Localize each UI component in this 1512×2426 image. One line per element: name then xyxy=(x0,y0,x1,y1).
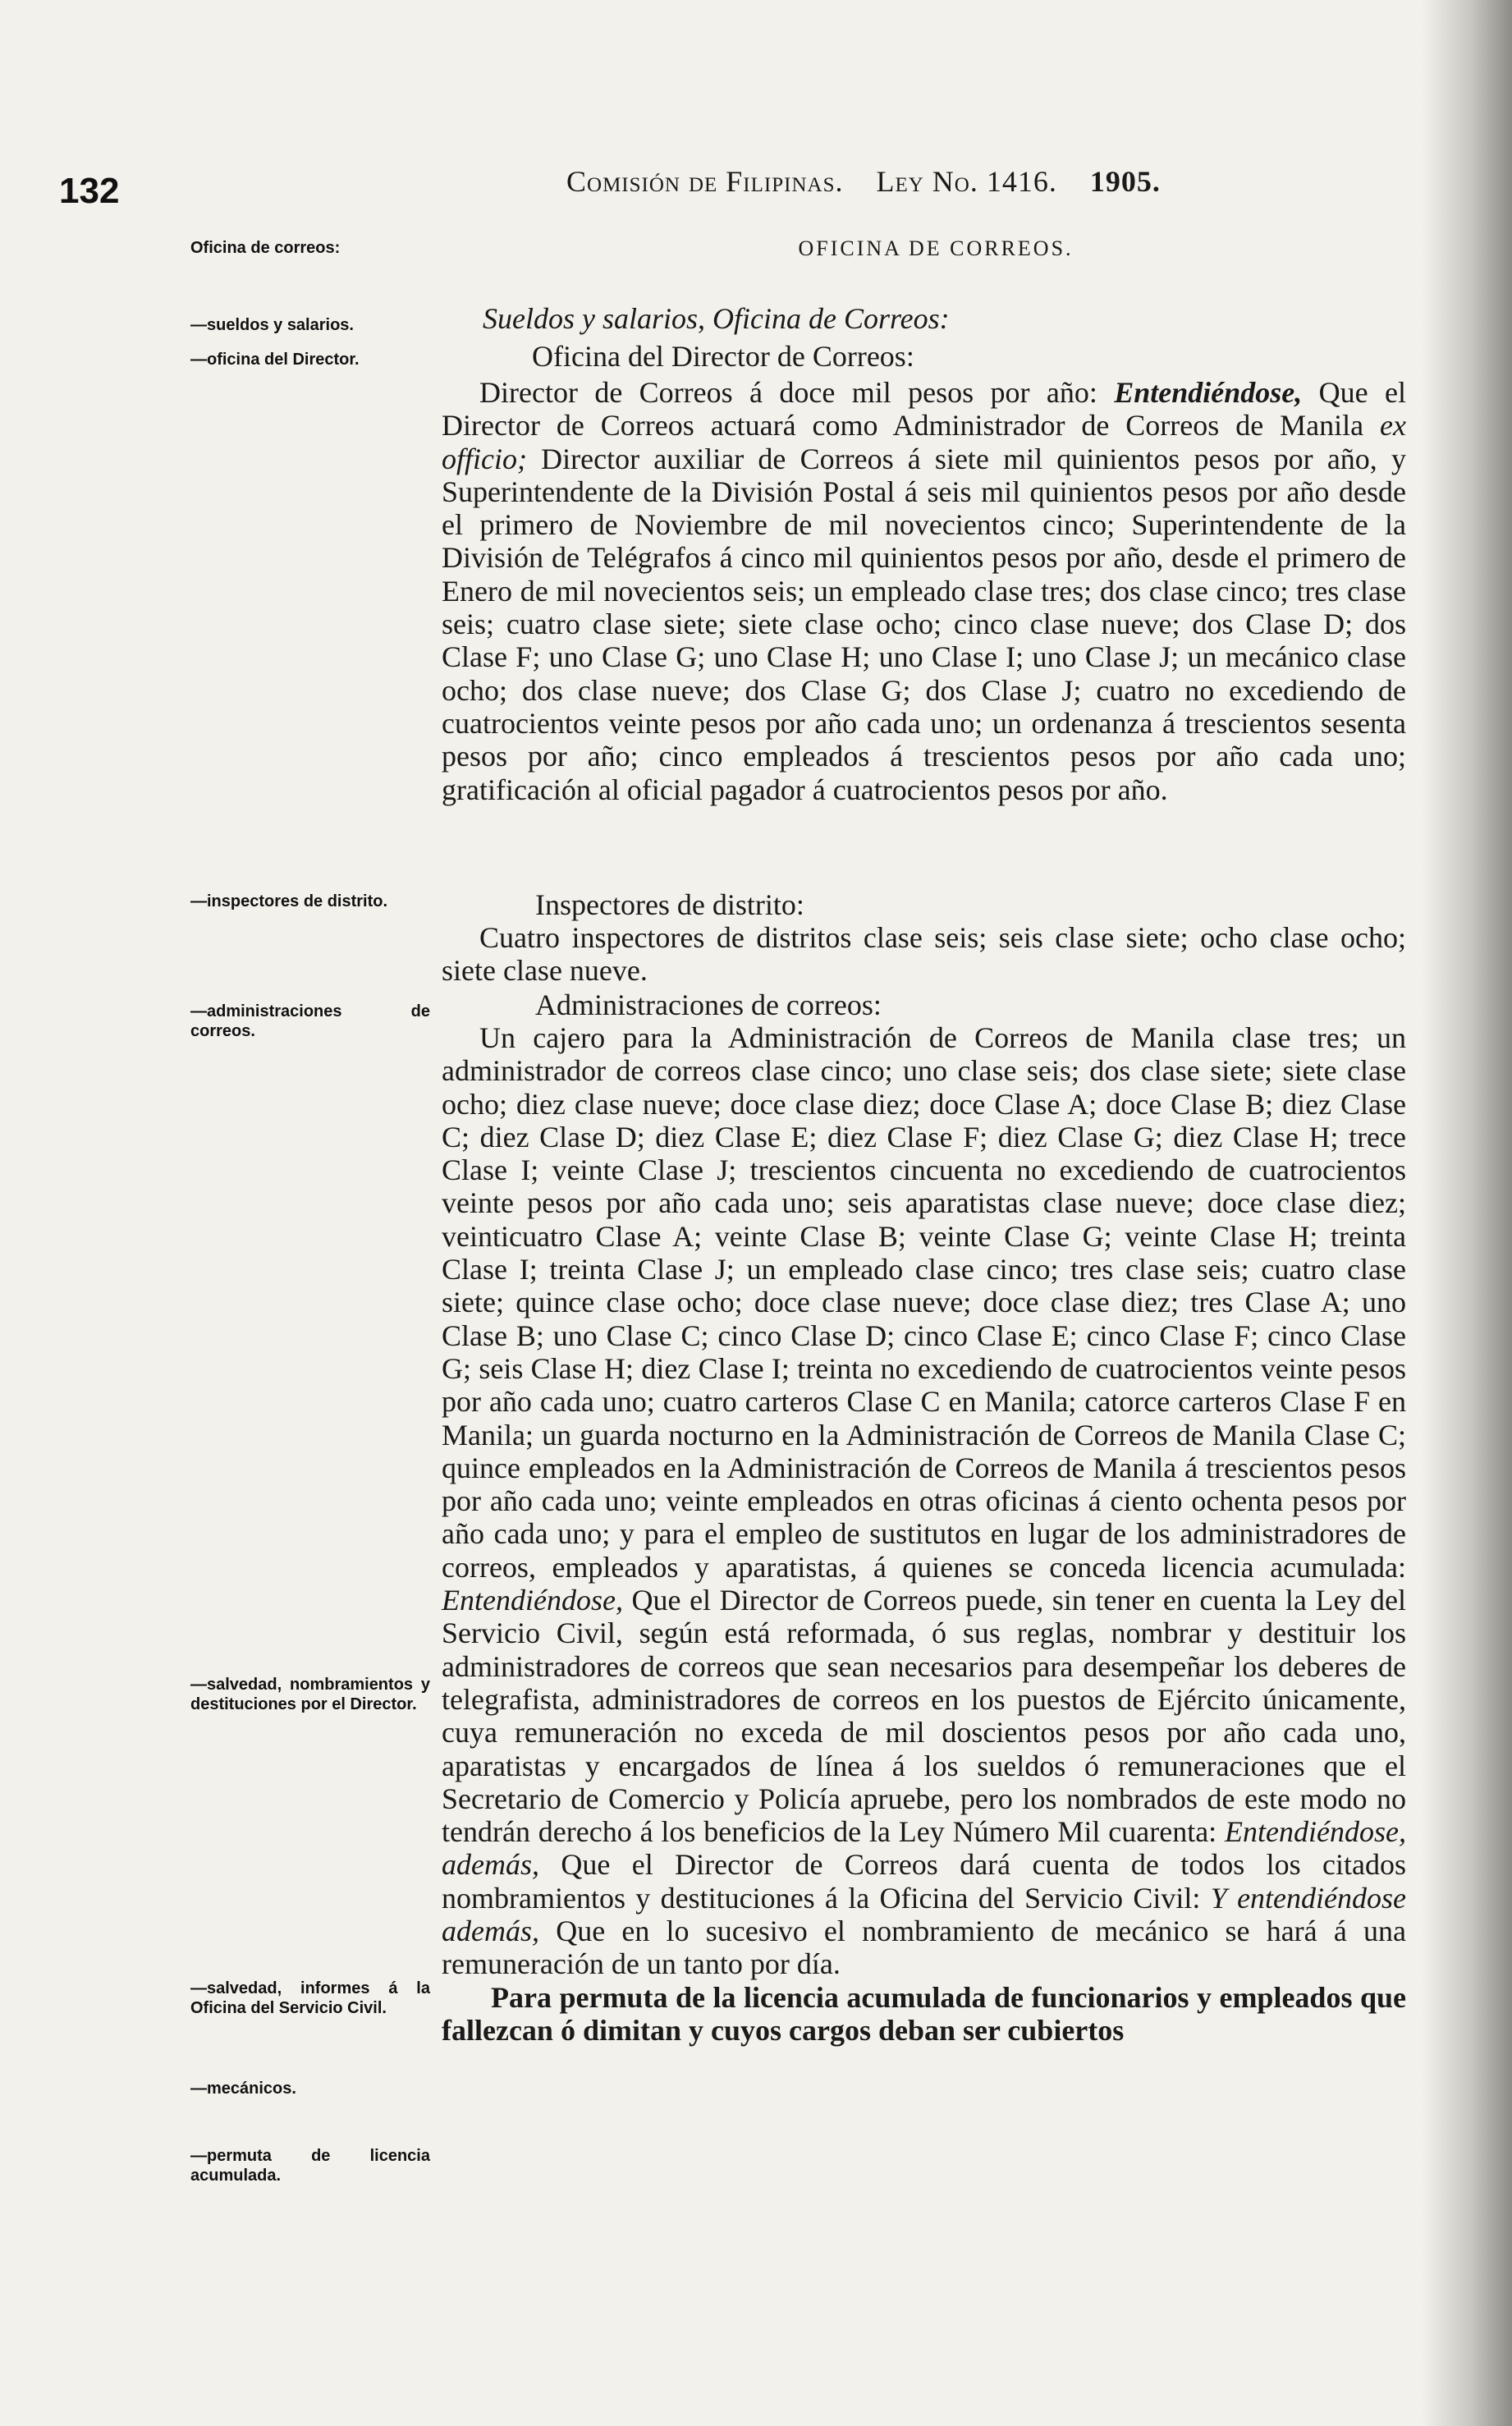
admin-text-3: Que el Director de Correos dará cuenta de todos los citados nombramientos y destituciones á la Oficina del Servicio Civil: xyxy=(442,1848,1406,1915)
running-head-year: 1905. xyxy=(1089,165,1161,198)
running-head-law: Ley No. 1416. xyxy=(876,165,1057,198)
margin-note-salvedad-informes: —salvedad, informes á la Oficina del Servicio Civil. xyxy=(190,1979,430,2017)
subhead-administraciones: Administraciones de correos: xyxy=(535,988,882,1021)
margin-note-mecanicos: —mecánicos. xyxy=(190,2080,296,2098)
paragraph-director xyxy=(442,376,1406,806)
director-text-3: Director auxiliar de Correos á siete mil quinientos pesos por año, y Superintendente de la División Postal á seis mil quinientos pesos por año desde el primero de Noviembre de mil novecientos cinco; Superintendente de la División de Telégrafos á cinco mil quinientos pesos por año, desde el primero de Enero de mil novecientos seis; un empleado clase tres; dos clase cinco; tres clase seis; cuatro clase siete; siete clase ocho; cinco clase nueve; dos Clase D; dos Clase F; uno Clase G; uno Clase H; uno Clase I; uno Clase J; un mecánico clase ocho; dos clase nueve; dos Clase G; dos Clase J; cuatro no excediendo de cuatrocientos veinte pesos por año cada uno; un ordenanza á trescientos sesenta pesos por año; cinco empleados á trescientos pesos por año cada uno; gratificación al oficial pagador á cuatrocientos pesos por año. xyxy=(442,442,1406,806)
paragraph-inspectores xyxy=(442,921,1406,988)
director-text-1: Director de Correos á doce mil pesos por año: xyxy=(479,376,1115,409)
heading-sueldos: Sueldos y salarios, Oficina de Correos: xyxy=(483,302,950,335)
admin-proviso-3: Y entendiéndose además, xyxy=(442,1881,1406,1948)
permuta-text: Para permuta de la licencia acumulada de funcionarios y empleados que fallezcan ó dimitan y cuyos cargos deban ser cubiertos xyxy=(442,1980,1406,2047)
page-number: 132 xyxy=(59,171,120,211)
running-head-commission: Comisión de Filipinas. xyxy=(566,165,844,198)
director-ex-officio: ex officio; xyxy=(442,409,1406,475)
admin-text-2: Que el Director de Correos puede, sin tener en cuenta la Ley del Servicio Civil, según está reformada, ó sus reglas, nombrar y destituir los administradores de correos que sean necesarios para desempeñar los deberes de telegrafista, administradores de correos en los puestos de Ejército únicamente, cuya remuneración no exceda de mil doscientos pesos por año cada uno, aparatistas y encargados de línea á los sueldos ó remuneraciones que el Secretario de Comercio y Policía apruebe, pero los nombrados de este modo no tendrán derecho á los beneficios de la Ley Número Mil cuarenta: xyxy=(442,1584,1406,1849)
margin-note-permuta: —permuta de licencia acumulada. xyxy=(190,2147,430,2185)
paragraph-administraciones xyxy=(442,1021,1406,2047)
admin-text-4: Que en lo sucesivo el nombramiento de mecánico se hará á una remuneración de un tanto por día. xyxy=(442,1915,1406,1981)
admin-proviso-1: Entendiéndose, xyxy=(442,1584,623,1617)
director-proviso-1: Entendiéndose, xyxy=(1114,376,1303,409)
margin-note-administraciones: —administraciones de correos. xyxy=(190,1002,430,1040)
margin-note-oficina-correos: Oficina de correos: xyxy=(190,239,341,257)
subhead-inspectores: Inspectores de distrito: xyxy=(535,888,804,921)
margin-note-inspectores: —inspectores de distrito. xyxy=(190,892,388,910)
section-title: OFICINA DE CORREOS. xyxy=(798,236,1074,260)
margin-note-oficina-director: —oficina del Director. xyxy=(190,351,360,369)
subhead-director: Oficina del Director de Correos: xyxy=(532,340,914,373)
admin-text-1: Un cajero para la Administración de Correos de Manila clase tres; un administrador de correos clase cinco; uno clase seis; dos clase siete; siete clase ocho; diez clase nueve; doce clase diez; doce Clase A; doce Clase B; diez Clase C; diez Clase D; diez Clase E; diez Clase F; diez Clase G; diez Clase H; trece Clase I; veinte Clase J; trescientos cincuenta no excediendo de cuatrocientos veinte pesos por año cada uno; seis aparatistas clase nueve; doce clase diez; veinticuatro Clase A; veinte Clase B; veinte Clase G; veinte Clase H; treinta Clase I; treinta Clase J; un empleado clase cinco; tres clase seis; cuatro clase siete; quince clase ocho; doce clase nueve; doce clase diez; tres Clase A; uno Clase B; uno Clase C; cinco Clase D; cinco Clase E; cinco Clase F; cinco Clase G; seis Clase H; diez Clase I; treinta no excediendo de cuatrocientos veinte pesos por año cada uno; cuatro carteros Clase C en Manila; catorce carteros Clase F en Manila; un guarda nocturno en la Administración de Correos de Manila Clase C; quince empleados en la Administración de Correos de Manila á trescientos pesos por año cada uno; veinte empleados en otras oficinas á ciento ochenta pesos por año cada uno; y para el empleo de sustitutos en lugar de los administradores de correos, empleados y aparatistas, á quienes se conceda licencia acumulada: xyxy=(442,1021,1406,1584)
page-edge-shadow xyxy=(1422,0,1512,2426)
running-head xyxy=(566,164,1305,199)
director-text-2: Que el Director de Correos actuará como Administrador de Correos de Manila xyxy=(442,376,1406,443)
inspectores-text: Cuatro inspectores de distritos clase seis; seis clase siete; ocho clase ocho; siete clase nueve. xyxy=(442,921,1406,988)
admin-proviso-2: Entendiéndose, además, xyxy=(442,1815,1406,1882)
margin-note-sueldos: —sueldos y salarios. xyxy=(190,316,354,334)
margin-note-salvedad-nombramientos: —salvedad, nombramientos y destituciones por el Director. xyxy=(190,1676,430,1713)
